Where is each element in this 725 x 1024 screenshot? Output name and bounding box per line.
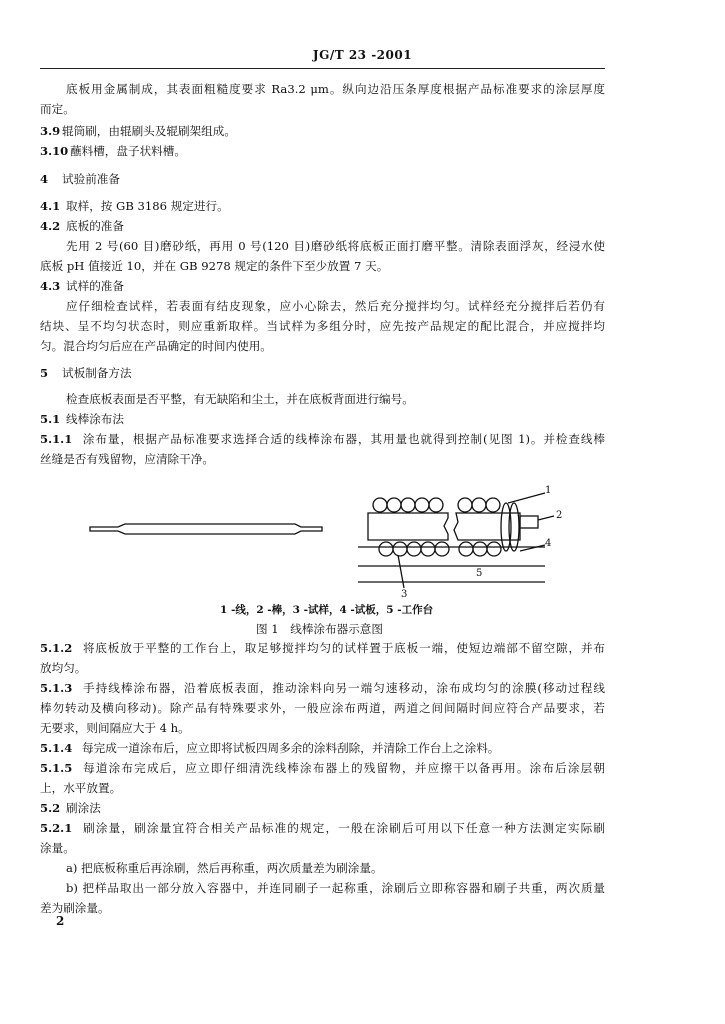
leader-4 xyxy=(520,545,545,551)
paragraph-line: 底板用金属制成，其表面粗糙度要求 Ra3.2 μm。纵向边沿压条厚度根据产品标准要求的涂层厚度 xyxy=(66,82,605,96)
paragraph-line: 上，水平放置。 xyxy=(40,781,122,795)
clause-5-2 xyxy=(40,801,605,815)
clause-number: 5.2.1 xyxy=(40,821,73,835)
clause-number: 4.2 xyxy=(40,219,61,233)
clause-text: 涂布量，根据产品标准要求选择合适的线棒涂布器，其用量也就得到控制(见图 1)。并检查线棒 xyxy=(82,432,605,446)
figure-legend: 1 -线，2 -棒，3 -试样，4 -试板，5 -工作台 xyxy=(220,604,434,616)
paragraph-line: 结块、呈不均匀状态时，则应重新取样。当试样为多组分时，应先按产品规定的配比混合，并应搅拌均 xyxy=(40,319,605,333)
paragraph-line: 底板 pH 值接近 10，并在 GB 9278 规定的条件下至少放置 7 天。 xyxy=(40,259,389,273)
wire-turns-top xyxy=(373,498,500,512)
clause-number: 4.3 xyxy=(40,279,61,293)
paragraph-line: 放均匀。 xyxy=(40,661,87,675)
clause-text: 底板的准备 xyxy=(66,219,124,233)
figure-label-3: 3 xyxy=(401,589,408,600)
clause-5-1-5 xyxy=(40,761,605,775)
figure-label-2: 2 xyxy=(556,510,563,521)
clause-number: 5.1.3 xyxy=(40,681,73,695)
page-header: JG/T 23 -2001 xyxy=(312,48,413,62)
rod-body-left xyxy=(368,513,448,540)
paragraph-line: 棒勿转动及横向移动)。除产品有特殊要求外，一般应涂布两道，两道之间间隔时间应符合产品要求，若 xyxy=(40,701,605,715)
leader-2 xyxy=(538,516,554,520)
leader-3 xyxy=(398,555,404,588)
wire-turns-bottom xyxy=(379,542,501,556)
clause-5-1-2 xyxy=(40,641,605,655)
clause-text: 取样，按 GB 3186 规定进行。 xyxy=(66,199,229,213)
paragraph-line: 无要求，则间隔应大于 4 h。 xyxy=(40,721,190,735)
figure-label-5: 5 xyxy=(476,568,483,579)
paragraph-line: 而定。 xyxy=(40,102,75,116)
clause-text: 将底板放于平整的工作台上，取足够搅拌均匀的试样置于底板一端，使短边端部不留空隙，并布 xyxy=(82,641,605,655)
figure-label-1: 1 xyxy=(545,485,552,496)
clause-5-2-1 xyxy=(40,821,605,835)
section-number: 4 xyxy=(40,172,49,186)
clause-number: 5.1.4 xyxy=(40,741,73,755)
figure-label-4: 4 xyxy=(545,538,552,549)
clause-text: 每完成一道涂布后，应立即将试板四周多余的涂料刮除，并清除工作台上之涂料。 xyxy=(82,741,500,755)
paragraph-line: 涂量。 xyxy=(40,841,75,855)
clause-text: 刷涂量，刷涂量宜符合相关产品标准的规定，一般在涂刷后可用以下任意一种方法测定实际刷 xyxy=(82,821,605,835)
section-title: 试板制备方法 xyxy=(62,366,132,380)
list-item-a: a) 把底板称重后再涂刷，然后再称重，两次质量差为刷涂量。 xyxy=(66,861,383,875)
page-number: 2 xyxy=(56,914,65,928)
paragraph-line: 检查底板表面是否平整，有无缺陷和尘土，并在底板背面进行编号。 xyxy=(66,392,414,406)
leader-1 xyxy=(508,493,545,503)
clause-number: 3.10 xyxy=(40,144,69,158)
clause-text: 试样的准备 xyxy=(66,279,124,293)
clause-text: 辊筒刷，由辊刷头及辊刷架组成。 xyxy=(62,124,236,138)
wire-coils-end xyxy=(501,503,519,551)
clause-number: 5.2 xyxy=(40,801,61,815)
clause-text: 刷涂法 xyxy=(66,801,101,815)
paragraph-line: 差为刷涂量。 xyxy=(40,901,110,915)
clause-text: 手持线棒涂布器，沿着底板表面，推动涂料向另一端匀速移动，涂布成均匀的涂膜(移动过程线 xyxy=(82,681,605,695)
clause-text: 每道涂布完成后，应立即仔细清洗线棒涂布器上的残留物，并应擦干以备再用。涂布后涂层朝 xyxy=(82,761,605,775)
clause-text: 线棒涂布法 xyxy=(66,412,124,426)
clause-number: 5.1.5 xyxy=(40,761,73,775)
clause-number: 4.1 xyxy=(40,199,61,213)
figure-caption: 图 1 线棒涂布器示意图 xyxy=(256,622,383,636)
paragraph-line: 匀。混合均匀后应在产品确定的时间内使用。 xyxy=(40,339,272,353)
clause-number: 5.1.1 xyxy=(40,432,73,446)
paragraph-line: 应仔细检查试样，若表面有结皮现象，应小心除去，然后充分搅拌均匀。试样经充分搅拌后若仍有 xyxy=(66,299,605,313)
clause-5-1-3 xyxy=(40,681,605,695)
clause-number: 3.9 xyxy=(40,124,61,138)
rod-end xyxy=(520,516,538,528)
clause-number: 5.1 xyxy=(40,412,61,426)
list-item-b: b) 把样品取出一部分放入容器中，并连同刷子一起称重，涂刷后立即称容器和刷子共重，两次质量 xyxy=(66,881,605,895)
clause-number: 5.1.2 xyxy=(40,641,73,655)
section-title: 试验前准备 xyxy=(62,172,120,186)
rod-shaft xyxy=(90,524,322,534)
clause-5-1-4 xyxy=(40,741,605,755)
clause-text: 蘸料槽，盘子状料槽。 xyxy=(70,144,186,158)
paragraph-line: 先用 2 号(60 目)磨砂纸，再用 0 号(120 目)磨砂纸将底板正面打磨平整。清除表面浮灰，经浸水使 xyxy=(66,239,605,253)
paragraph-line: 丝缝是否有残留物，应清除干净。 xyxy=(40,452,214,466)
section-number: 5 xyxy=(40,366,49,380)
